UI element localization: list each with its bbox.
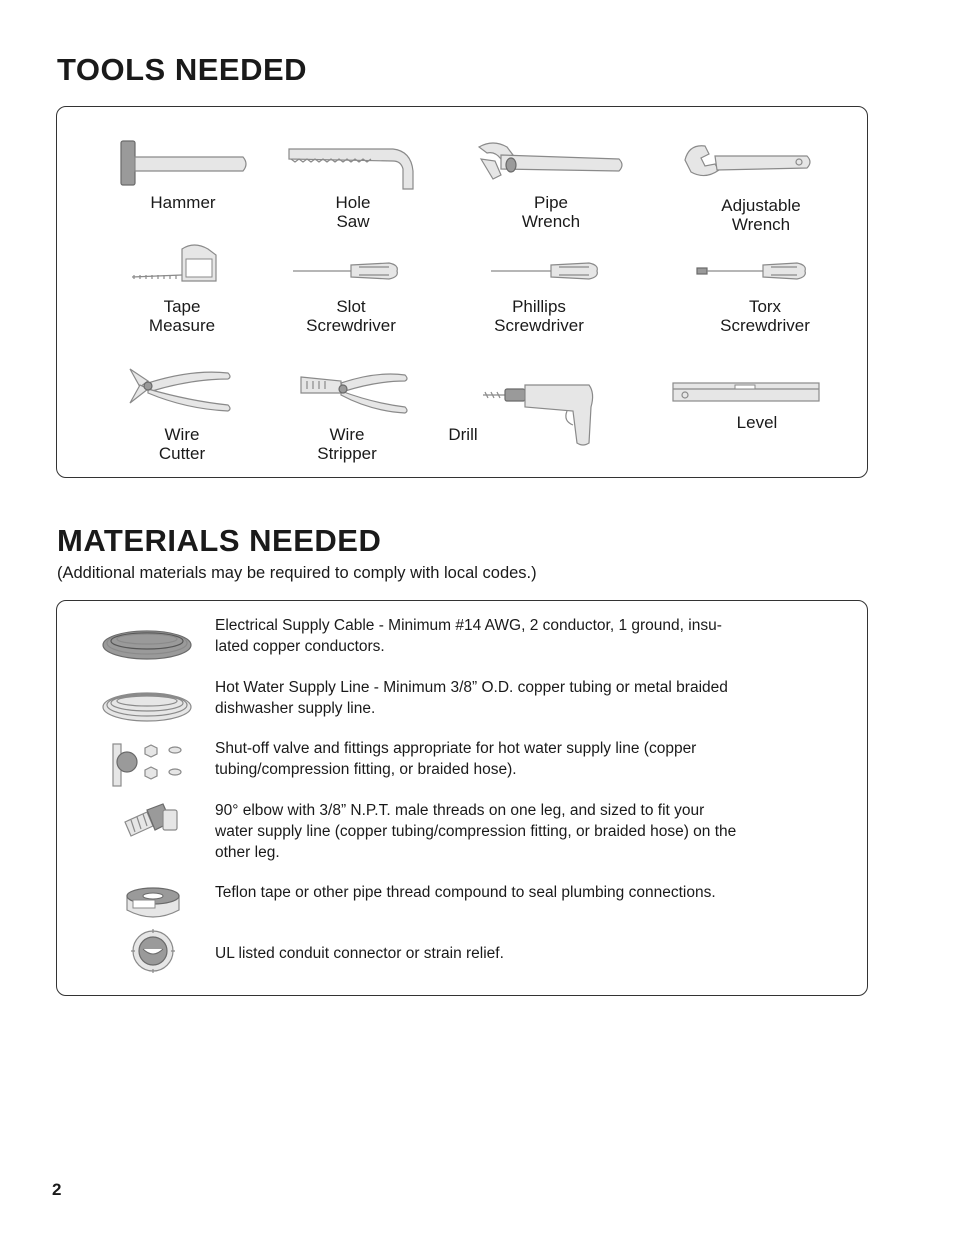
- material-text: Electrical Supply Cable - Minimum #14 AWG, 2 conductor, 1 ground, insu- lated copper conductors.: [215, 617, 722, 655]
- cable-coil-icon: [101, 619, 201, 669]
- tool-label: Hammer: [150, 193, 216, 212]
- slot-screwdriver-icon: [251, 241, 451, 301]
- conduit-connector-icon: [127, 929, 227, 979]
- tool-label: Level: [736, 413, 778, 432]
- materials-panel: [56, 600, 868, 996]
- shutoff-valve-icon: [109, 738, 209, 798]
- page-number: 2: [52, 1180, 62, 1199]
- pipe-wrench-icon: [451, 137, 651, 197]
- material-text: Hot Water Supply Line - Minimum 3/8” O.D. copper tubing or metal braided dishwasher supply line.: [215, 679, 728, 717]
- materials-subtitle: (Additional materials may be required to comply with local codes.): [57, 564, 537, 582]
- adjustable-wrench-icon: [661, 140, 861, 200]
- tool-label: Wire Cutter: [158, 425, 206, 463]
- material-text: 90° elbow with 3/8” N.P.T. male threads on one leg, and sized to fit your water supply line (copper tubing/compression fitting, or braided hose) on the other leg.: [215, 802, 737, 861]
- tool-label: Slot Screwdriver: [306, 297, 396, 335]
- tool-label: Drill: [448, 425, 478, 444]
- tool-label: Pipe Wrench: [521, 193, 581, 231]
- elbow-fitting-icon: [119, 800, 219, 850]
- tool-label: Torx Screwdriver: [720, 297, 810, 335]
- tool-label: Hole Saw: [335, 193, 371, 231]
- material-text: Teflon tape or other pipe thread compound to seal plumbing connections.: [215, 884, 716, 901]
- tubing-coil-icon: [101, 681, 201, 731]
- torx-screwdriver-icon: [665, 241, 865, 301]
- materials-heading: MATERIALS NEEDED: [57, 523, 382, 558]
- tool-label: Phillips Screwdriver: [494, 297, 584, 335]
- tools-heading: TOOLS NEEDED: [57, 52, 308, 87]
- material-text: Shut-off valve and fittings appropriate for hot water supply line (copper tubing/compression fitting, or braided hose).: [215, 740, 697, 778]
- material-text: UL listed conduit connector or strain relief.: [215, 945, 504, 962]
- tool-label: Tape Measure: [148, 297, 216, 335]
- tools-panel: [56, 106, 868, 478]
- tool-label: Wire Stripper: [317, 425, 377, 463]
- teflon-tape-icon: [123, 884, 223, 934]
- phillips-screwdriver-icon: [439, 241, 639, 301]
- hole-saw-icon: [253, 137, 453, 197]
- tool-label: Adjustable Wrench: [721, 196, 801, 234]
